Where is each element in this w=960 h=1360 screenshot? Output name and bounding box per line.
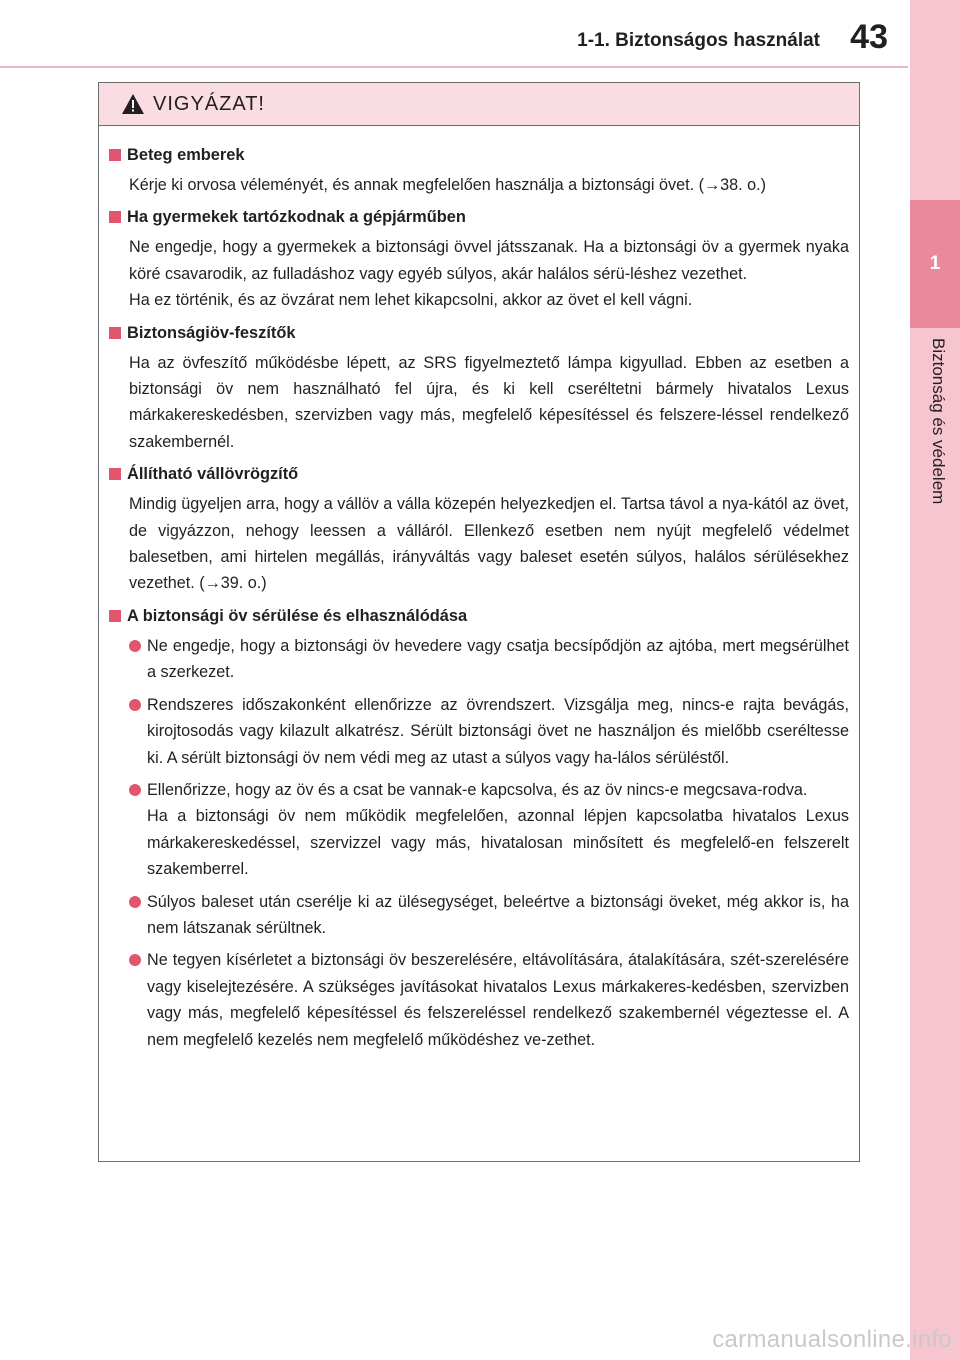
warning-header <box>99 83 859 126</box>
list-item-text: Ellenőrizze, hogy az öv és a csat be vannak-e kapcsolva, és az öv nincs-e megcsava-rodva. Ha a biztonsági öv nem működik megfelelően, azonnal lépjen kapcsolatba hivatalos Lexus márkakereskedéssel, szervizzel vagy más, hivatalosan minősített és megfelelő-en felszerelt szakemberrel. <box>147 780 849 879</box>
warning-box <box>98 82 860 1162</box>
round-bullet-icon <box>129 699 141 711</box>
square-bullet-icon <box>109 149 121 161</box>
list-item <box>129 633 849 686</box>
list-item-text: Súlyos baleset után cserélje ki az ülésegységet, beleértve a biztonsági öveket, még akkor is, ha nem látszanak sérültnek. <box>147 892 849 937</box>
side-tab <box>910 0 960 1360</box>
section-heading: Állítható vállövrögzítő <box>127 465 299 484</box>
list-item-text: Ne engedje, hogy a biztonsági öv hevedere vagy csatja becsípődjön az ajtóba, mert megsérülhet a szerkezet. <box>147 636 849 682</box>
section-title: 1-1. Biztonságos használat <box>577 30 820 51</box>
section-heading: Ha gyermekek tartózkodnak a gépjárműben <box>127 208 466 227</box>
square-bullet-icon <box>109 327 121 339</box>
round-bullet-icon <box>129 954 141 966</box>
section-paragraph: Mindig ügyeljen arra, hogy a vállöv a válla közepén helyezkedjen el. Tartsa távol a nya-kától az övet, de vigyázzon, nehogy leessen a válláról. Ellenkező esetben nem nyújt megfelelő védelmet balesetben, ami hirtelen megállás, irányváltás vagy baleset esetén súlyos, halálos sérülésekhez vezethet. (→39. o.) <box>129 495 849 593</box>
section-pretensioners <box>109 322 849 456</box>
chapter-number: 1 <box>910 200 960 328</box>
warning-body <box>99 126 859 1053</box>
list-item <box>129 947 849 1053</box>
section-paragraph: Ne engedje, hogy a gyermekek a biztonsági övvel játsszanak. Ha a biztonsági öv a gyermek nyaka köré csavarodik, az fulladáshoz vagy egyéb súlyos, akár halálos sérü-léshez vezethet. Ha ez történik, és az övzárat nem lehet kikapcsolni, akkor az övet el kell vágni. <box>129 238 849 310</box>
page-number: 43 <box>850 18 888 56</box>
round-bullet-icon <box>129 784 141 796</box>
section-shoulder-anchor <box>109 463 849 597</box>
section-heading: Beteg emberek <box>127 146 245 164</box>
section-sick-people <box>109 144 849 198</box>
list-item <box>129 777 849 883</box>
list-item-text: Rendszeres időszakonként ellenőrizze az övrendszert. Vizsgálja meg, nincs-e rajta bevágás, kirojtosodás vagy kilazult alkatrész. Sérült biztonsági övet ne használjon és mielőbb cseréltesse ki. A sérült biztonsági öv nem védi meg az utast a súlyos vagy ha-lálos sérüléstől. <box>147 695 849 767</box>
section-belt-damage <box>109 605 849 1053</box>
square-bullet-icon <box>109 468 121 480</box>
list-item-text: Ne tegyen kísérletet a biztonsági öv beszerelésére, eltávolítására, átalakítására, szét-szerelésére vagy kiselejtezésére. A szükséges javításokat hivatalos Lexus márkakeres-kedésben, szervizben vagy más, megfelelő képesítéssel és felszereléssel rendelkező szakembernél végeztesse el. A nem megfelelő kezelés nem megfelelő működéshez ve-zethet. <box>147 951 849 1049</box>
section-paragraph: Ha az övfeszítő működésbe lépett, az SRS figyelmeztető lámpa kigyullad. Ebben az esetben a biztonsági öv nem használható fel újra, és ki kell cseréltetni bármely hivatalos Lexus márkakereskedésben, szervizben vagy más, megfelelő képesítéssel és felszere-léssel rendelkező szakembernél. <box>129 353 849 451</box>
round-bullet-icon <box>129 896 141 908</box>
chapter-label: Biztonság és védelem <box>929 338 948 505</box>
square-bullet-icon <box>109 211 121 223</box>
section-heading: A biztonsági öv sérülése és elhasználódása <box>127 606 468 625</box>
header-rule <box>0 66 908 68</box>
round-bullet-icon <box>129 640 141 652</box>
section-children <box>109 206 849 313</box>
section-heading: Biztonságiöv-feszítők <box>127 323 296 342</box>
watermark: carmanualsonline.info <box>712 1326 952 1353</box>
warning-title: VIGYÁZAT! <box>153 92 265 115</box>
list-item <box>129 889 849 942</box>
section-paragraph: Kérje ki orvosa véleményét, és annak megfelelően használja a biztonsági övet. (→38. o.) <box>129 176 767 194</box>
list-item <box>129 692 849 771</box>
warning-triangle-icon <box>121 93 145 115</box>
square-bullet-icon <box>109 610 121 622</box>
